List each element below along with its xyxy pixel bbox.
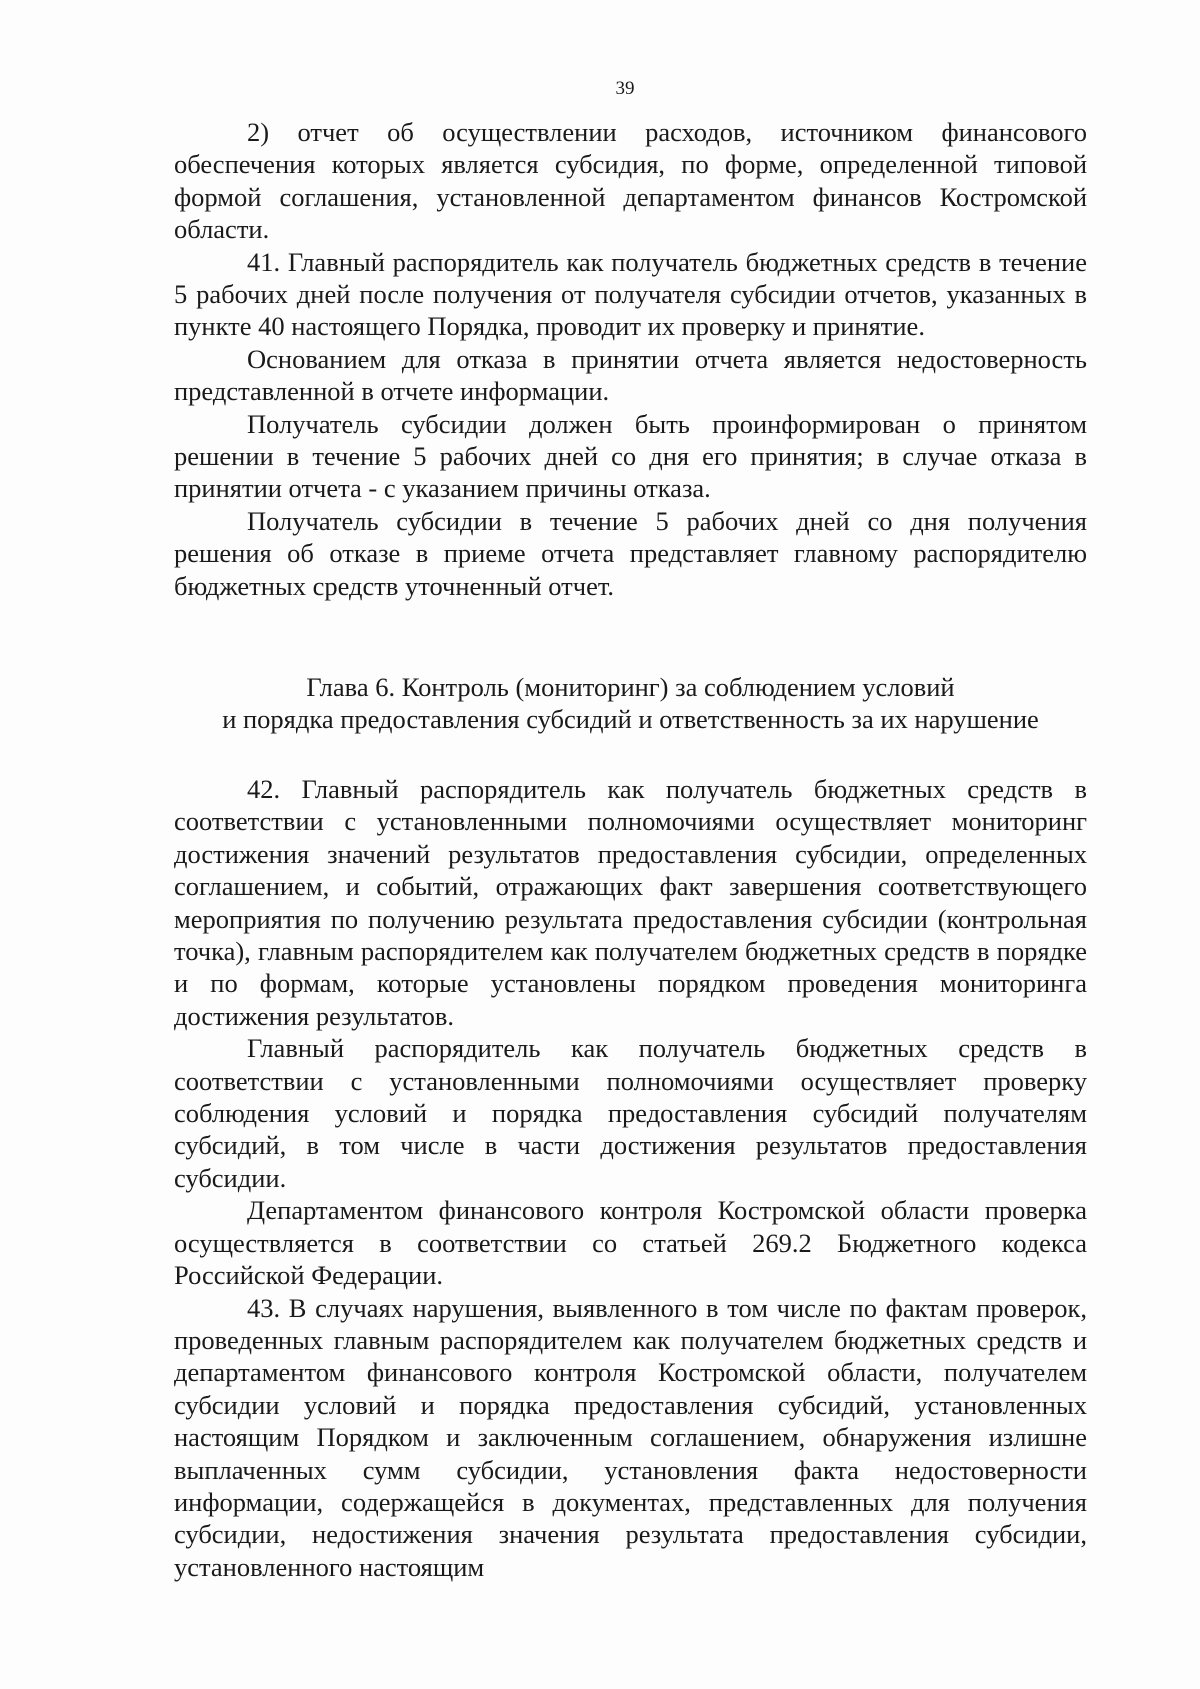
paragraph-audit: Главный распорядитель как получатель бюджетных средств в соответствии с установленными полномочиями осуществляет проверку соблюдения условий и порядка предоставления субсидий получателям субсидий, в том числе в части достижения результатов предоставления субсидии. [174,1033,1087,1193]
chapter-heading [174,671,1087,736]
paragraph-corrected-report: Получатель субсидии в течение 5 рабочих дней со дня получения решения об отказе в приеме отчета представляет главному распорядителю бюджетных средств уточненный отчет. [174,505,1087,601]
body-text-section-before [174,116,1087,602]
paragraph-41: 41. Главный распорядитель как получатель бюджетных средств в течение 5 рабочих дней после получения от получателя субсидии отчетов, указанных в пункте 40 настоящего Порядка, проводит их проверку и принятие. [174,246,1087,342]
page-number: 39 [615,78,635,99]
paragraph-43: 43. В случаях нарушения, выявленного в том числе по фактам проверок, проведенных главным распорядителем как получателем бюджетных средств и департаментом финансового контроля Костромской области, получателем субсидии условий и порядка предоставления субсидий, установленных настоящим Порядком и заключенным соглашением, обнаружения излишне выплаченных сумм субсидии, установления факта недостоверности информации, содержащейся в документах, представленных для получения субсидии, недостижения значения результата предоставления субсидии, установленного настоящим [174,1292,1087,1582]
chapter-heading-line-2: и порядка предоставления субсидий и ответственность за их нарушение [222,704,1039,735]
paragraph-notification: Получатель субсидии должен быть проинформирован о принятом решении в течение 5 рабочих дней со дня его принятия; в случае отказа в принятии отчета - с указанием причины отказа. [174,408,1087,504]
chapter-heading-line-1: Глава 6. Контроль (мониторинг) за соблюдением условий [306,672,955,702]
body-text-section-after [174,773,1087,1583]
paragraph-financial-control: Департаментом финансового контроля Костромской области проверка осуществляется в соответствии со статьей 269.2 Бюджетного кодекса Российской Федерации. [174,1195,1087,1291]
paragraph-42: 42. Главный распорядитель как получатель бюджетных средств в соответствии с установленными полномочиями осуществляет мониторинг достижения значений результатов предоставления субсидии, определенных соглашением, и событий, отражающих факт завершения соответствующего мероприятия по получению результата предоставления субсидии (контрольная точка), главным распорядителем как получателем бюджетных средств в порядке и по формам, которые установлены порядком проведения мониторинга достижения результатов. [174,774,1087,1031]
paragraph-refusal-basis: Основанием для отказа в принятии отчета является недостоверность представленной в отчете информации. [174,343,1087,407]
paragraph-report-form: 2) отчет об осуществлении расходов, источником финансового обеспечения которых является субсидия, по форме, определенной типовой формой соглашения, установленной департаментом финансов Костромской области. [174,117,1087,245]
